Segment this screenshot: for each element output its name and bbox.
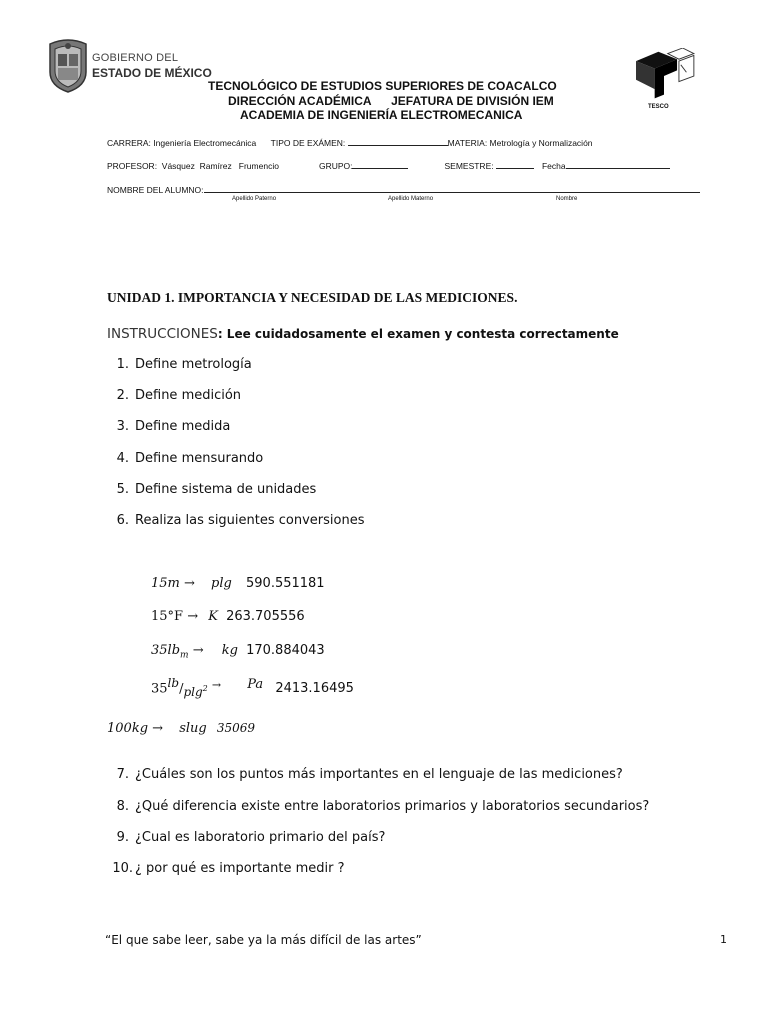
list-item: 8. ¿Qué diferencia existe entre laboratorios primarios y laboratorios secundarios?: [116, 799, 650, 814]
fecha-label: Fecha: [541, 161, 566, 171]
direction-line: DIRECCIÓN ACADÉMICA JEFATURA DE DIVISIÓN IEM: [228, 94, 554, 108]
nombre-blank[interactable]: [204, 192, 700, 193]
list-item: 2. Define medición: [116, 388, 242, 403]
conversion-2: 15°F → K 263.705556: [151, 609, 305, 624]
footer-quote: “El que sabe leer, sabe ya la más difícil de las artes”: [105, 933, 422, 947]
page-number: 1: [720, 933, 727, 946]
list-item: 5. Define sistema de unidades: [116, 482, 317, 497]
form-row-profesor: [107, 161, 670, 171]
fecha-blank[interactable]: [566, 168, 670, 169]
sub-nombre: Nombre: [556, 196, 578, 202]
semestre-blank[interactable]: [496, 168, 534, 169]
list-item: 6. Realiza las siguientes conversiones: [116, 513, 365, 528]
grupo-label: GRUPO:: [318, 161, 353, 171]
tesco-logo: [628, 48, 700, 114]
academy-line: ACADEMIA DE INGENIERÍA ELECTROMECANICA: [240, 108, 523, 122]
form-row-carrera: [107, 138, 593, 148]
list-item: 3. Define medida: [116, 419, 231, 434]
sub-materno: Apellido Materno: [388, 196, 434, 202]
tesco-cube-icon: [628, 48, 700, 104]
list-item: 7. ¿Cuáles son los puntos más importantes en el lenguaje de las mediciones?: [116, 767, 623, 782]
school-name: TECNOLÓGICO DE ESTUDIOS SUPERIORES DE COACALCO: [208, 79, 557, 93]
tesco-label: TESCO: [648, 104, 669, 110]
grupo-blank[interactable]: [352, 168, 408, 169]
semestre-label: SEMESTRE:: [444, 161, 494, 171]
conversion-4: $35^{lb}/_{plg^2}$ → Pa 2413.16495: [151, 676, 354, 699]
instructions-label: INSTRUCCIONES: [107, 326, 218, 342]
unit-title: UNIDAD 1. IMPORTANCIA Y NECESIDAD DE LAS MEDICIONES.: [107, 290, 518, 305]
state-seal-icon: [44, 38, 92, 94]
form-row-nombre: [107, 185, 700, 195]
list-item: 4. Define mensurando: [116, 451, 264, 466]
tipo-examen-label: TIPO DE EXÁMEN:: [270, 138, 346, 148]
carrera-label: CARRERA: Ingeniería Electromecánica: [107, 138, 257, 148]
list-item: 1. Define metrología: [116, 357, 252, 372]
gov-line1: GOBIERNO DEL: [92, 52, 179, 64]
list-item: 10. ¿ por qué es importante medir ?: [112, 861, 345, 876]
gov-line2: ESTADO DE MÉXICO: [92, 66, 212, 80]
instructions-text: : Lee cuidadosamente el examen y contesta correctamente: [217, 327, 619, 341]
gobierno-logo: [40, 38, 212, 100]
instructions: [107, 323, 619, 342]
nombre-label: NOMBRE DEL ALUMNO:: [107, 185, 204, 195]
conversion-1: 15m → plg 590.551181: [151, 576, 325, 591]
list-item: 9. ¿Cual es laboratorio primario del país?: [116, 830, 386, 845]
tipo-examen-blank[interactable]: [348, 145, 448, 146]
sub-paterno: Apellido Paterno: [232, 196, 277, 202]
profesor-label: PROFESOR: Vásquez Ramírez Frumencio: [107, 161, 279, 171]
materia-label: MATERIA: Metrología y Normalización: [447, 138, 593, 148]
conversion-3: $35lb_m$ → kg 170.884043: [151, 643, 325, 661]
conversion-5: 100kg → slug 35069: [107, 721, 256, 736]
